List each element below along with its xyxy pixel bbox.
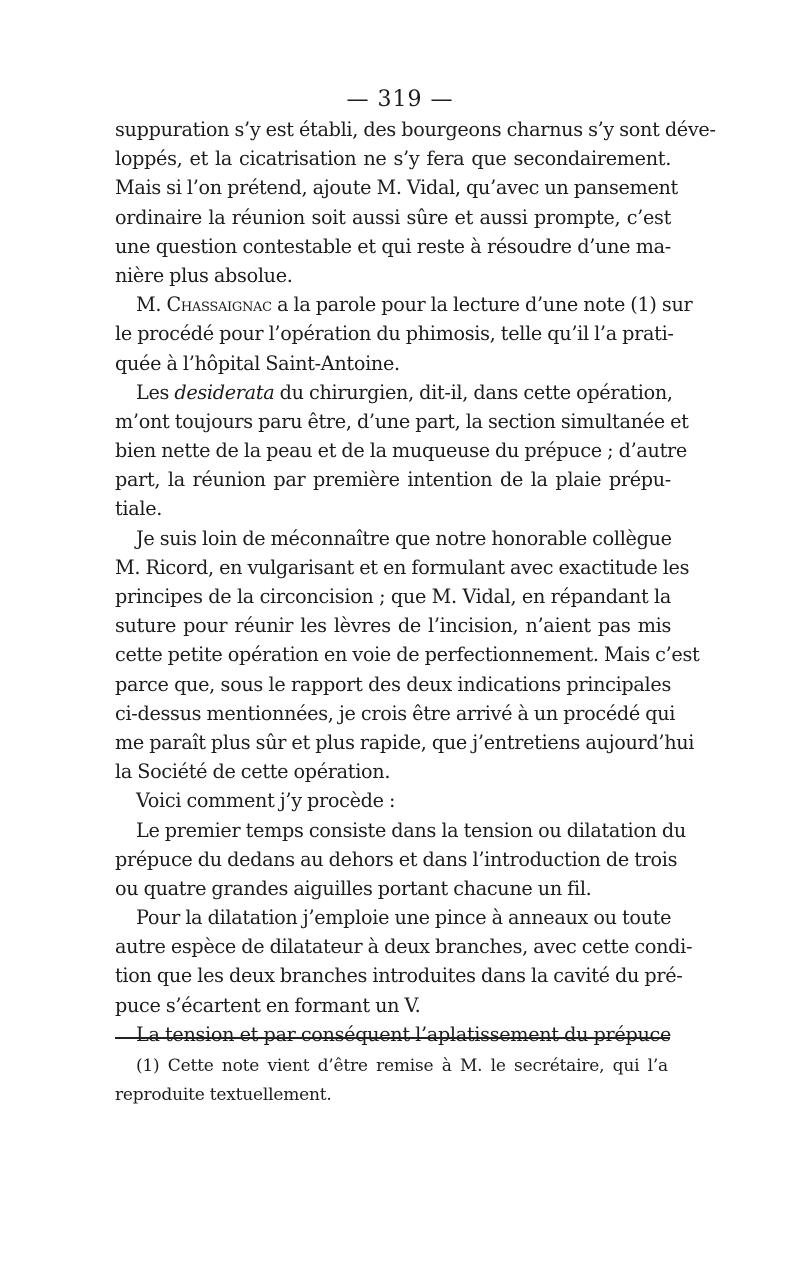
text-line: me paraît plus sûr et plus rapide, que j’entretiens aujourd’hui xyxy=(115,730,695,754)
text-line: m’ont toujours paru être, d’une part, la section simultanée et xyxy=(115,409,689,433)
text-line: principes de la circoncision ; que M. Vidal, en répandant la xyxy=(115,585,671,608)
text-line: La tension et par conséquent l’aplatissement du prépuce xyxy=(136,1022,671,1046)
text-segment: du chirurgien, dit-il, dans cette opération, xyxy=(274,380,673,404)
text-line: puce s’écartent en formant un V. xyxy=(115,993,421,1017)
text-line: ci-dessus mentionnées, je crois être arrivé à un procédé qui xyxy=(115,701,676,725)
text-line: ou quatre grandes aiguilles portant chacune un fil. xyxy=(115,876,592,900)
text-line: le procédé pour l’opération du phimosis, telle qu’il l’a prati- xyxy=(115,322,674,346)
text-line: nière plus absolue. xyxy=(115,263,293,287)
text-segment: a la parole pour la lecture d’une note (1) sur xyxy=(271,293,693,317)
text-line: M. Ricord, en vulgarisant et en formulant avec exactitude les xyxy=(115,555,690,579)
text-line: Le premier temps consiste dans la tension ou dilatation du xyxy=(136,818,686,842)
page-number: — 319 — xyxy=(346,87,454,112)
text-segment: Les xyxy=(136,380,175,404)
text-line: loppés, et la cicatrisation ne s’y fera que secondairement. xyxy=(115,147,671,171)
text-line: bien nette de la peau et de la muqueuse du prépuce ; d’autre xyxy=(115,439,687,463)
text-line xyxy=(115,378,671,407)
text-line: tion que les deux branches introduites dans la cavité du pré- xyxy=(115,964,683,988)
footnote-line: (1) Cette note vient d’être remise à M. le secrétaire, qui l’a xyxy=(136,1056,668,1076)
text-line: ordinaire la réunion soit aussi sûre et aussi prompte, c’est xyxy=(115,205,671,229)
text-line: quée à l’hôpital Saint-Antoine. xyxy=(115,351,400,375)
text-line: une question contestable et qui reste à résoudre d’une ma- xyxy=(115,234,671,258)
text-line: Voici comment j’y procède : xyxy=(136,789,396,813)
text-segment: M. xyxy=(136,293,167,317)
italic-text: desiderata xyxy=(174,380,275,404)
text-line: la Société de cette opération. xyxy=(115,760,391,784)
body-text xyxy=(115,115,716,1049)
text-line xyxy=(115,290,693,319)
text-line: cette petite opération en voie de perfectionnement. Mais c’est xyxy=(115,643,700,667)
text-line: tiale. xyxy=(115,497,163,521)
text-line: prépuce du dedans au dehors et dans l’introduction de trois xyxy=(115,847,678,871)
text-line: suppuration s’y est établi, des bourgeons charnus s’y sont déve- xyxy=(115,118,716,141)
text-line: parce que, sous le rapport des deux indications principales xyxy=(115,672,671,696)
author-name: Chassaignac xyxy=(166,293,272,317)
text-line: Pour la dilatation j’emploie une pince à anneaux ou toute xyxy=(136,906,672,930)
footnote-line: reproduite textuellement. xyxy=(115,1085,332,1106)
text-line: autre espèce de dilatateur à deux branches, avec cette condi- xyxy=(115,935,693,959)
footnote xyxy=(115,1053,668,1111)
footnote-separator xyxy=(115,1037,670,1039)
text-line: part, la réunion par première intention de la plaie prépu- xyxy=(115,468,671,492)
text-line: Je suis loin de méconnaître que notre honorable collègue xyxy=(136,526,672,550)
text-line: suture pour réunir les lèvres de l’incision, n’aient pas mis xyxy=(115,614,671,638)
text-line: Mais si l’on prétend, ajoute M. Vidal, qu’avec un pansement xyxy=(115,176,678,200)
